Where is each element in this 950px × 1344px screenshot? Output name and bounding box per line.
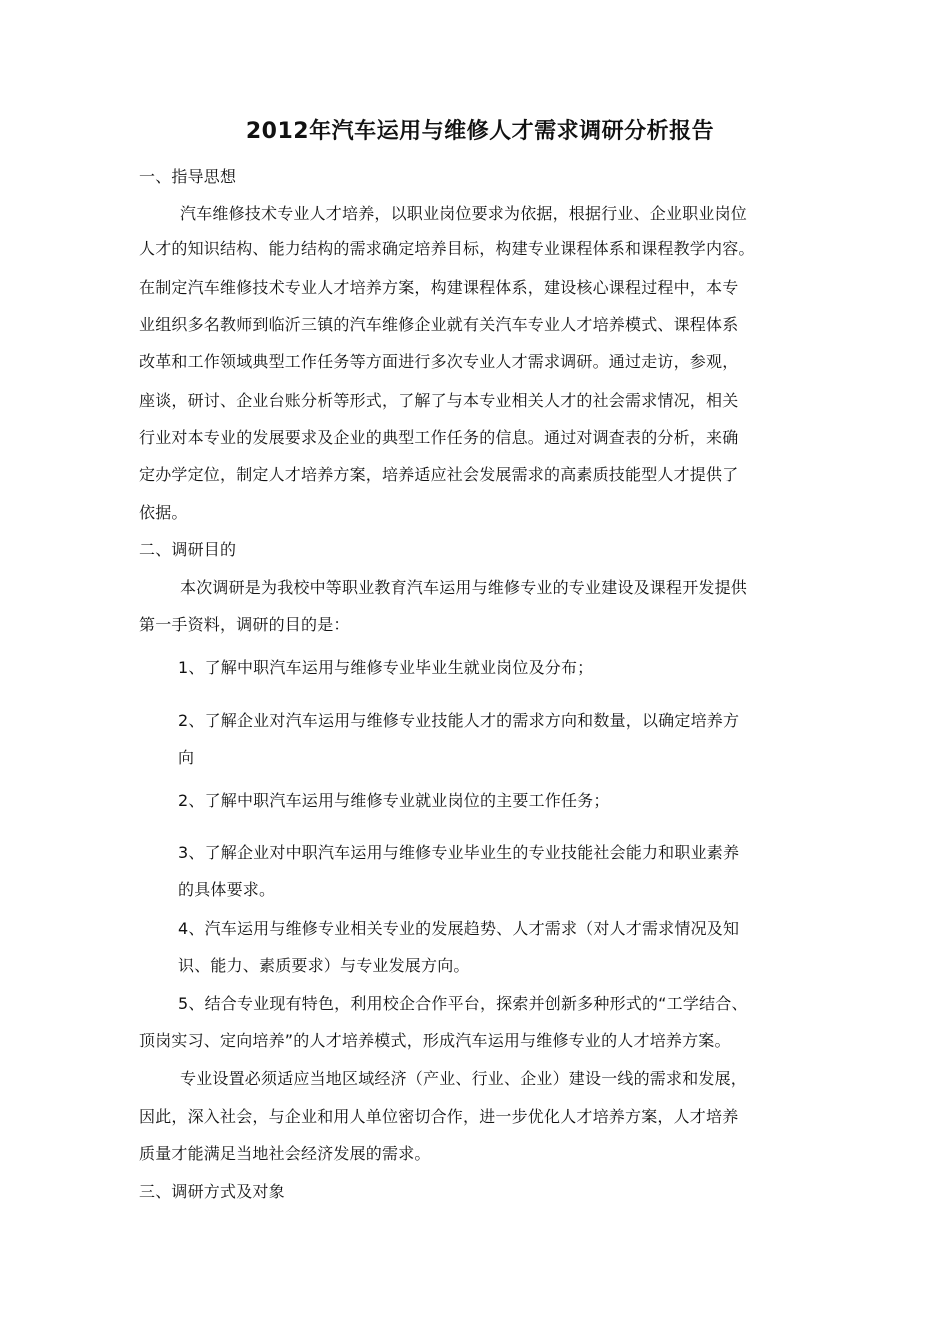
paragraph-line: 行业对本专业的发展要求及企业的典型工作任务的信息。通过对调查表的分析，来确	[139, 428, 739, 447]
paragraph-line: 依据。	[139, 503, 188, 522]
list-item-continuation: 顶岗实习、定向培养”的人才培养模式，形成汽车运用与维修专业的人才培养方案。	[139, 1031, 731, 1050]
section-heading-research-purpose: 二、调研目的	[139, 540, 237, 559]
paragraph-line: 第一手资料，调研的目的是：	[139, 615, 350, 634]
paragraph-line: 专业设置必须适应当地区域经济（产业、行业、企业）建设一线的需求和发展，	[180, 1069, 748, 1088]
list-item: 3、了解企业对中职汽车运用与维修专业毕业生的专业技能社会能力和职业素养	[178, 843, 740, 862]
paragraph-line: 质量才能满足当地社会经济发展的需求。	[139, 1144, 431, 1163]
paragraph-line: 在制定汽车维修技术专业人才培养方案，构建课程体系，建设核心课程过程中，本专	[139, 278, 739, 297]
list-item: 4、汽车运用与维修专业相关专业的发展趋势、人才需求（对人才需求情况及知	[178, 919, 740, 938]
list-item: 2、了解中职汽车运用与维修专业就业岗位的主要工作任务；	[178, 791, 610, 810]
section-heading-research-methods: 三、调研方式及对象	[139, 1182, 285, 1201]
list-item-continuation: 的具体要求。	[178, 880, 276, 899]
section-heading-guiding-ideology: 一、指导思想	[139, 167, 237, 186]
list-item: 5、结合专业现有特色，利用校企合作平台，探索并创新多种形式的“工学结合、	[178, 994, 748, 1013]
paragraph-line: 本次调研是为我校中等职业教育汽车运用与维修专业的专业建设及课程开发提供	[180, 578, 748, 597]
list-item: 1、了解中职汽车运用与维修专业毕业生就业岗位及分布；	[178, 658, 594, 677]
paragraph-line: 业组织多名教师到临沂三镇的汽车维修企业就有关汽车专业人才培养模式、课程体系	[139, 315, 739, 334]
list-item: 2、了解企业对汽车运用与维修专业技能人才的需求方向和数量，以确定培养方	[178, 711, 740, 730]
paragraph-line: 汽车维修技术专业人才培养，以职业岗位要求为依据，根据行业、企业职业岗位	[180, 204, 748, 223]
list-item-continuation: 向	[178, 748, 195, 767]
paragraph-line: 定办学定位，制定人才培养方案，培养适应社会发展需求的高素质技能型人才提供了	[139, 465, 739, 484]
paragraph-line: 座谈，研讨、企业台账分析等形式，了解了与本专业相关人才的社会需求情况，相关	[139, 391, 739, 410]
paragraph-line: 人才的知识结构、能力结构的需求确定培养目标，构建专业课程体系和课程教学内容。	[139, 239, 755, 258]
paragraph-line: 因此，深入社会，与企业和用人单位密切合作，进一步优化人才培养方案，人才培养	[139, 1107, 739, 1126]
document-title: 2012年汽车运用与维修人才需求调研分析报告	[245, 119, 715, 144]
paragraph-line: 改革和工作领域典型工作任务等方面进行多次专业人才需求调研。通过走访，参观，	[139, 352, 739, 371]
list-item-continuation: 识、能力、素质要求）与专业发展方向。	[178, 956, 470, 975]
